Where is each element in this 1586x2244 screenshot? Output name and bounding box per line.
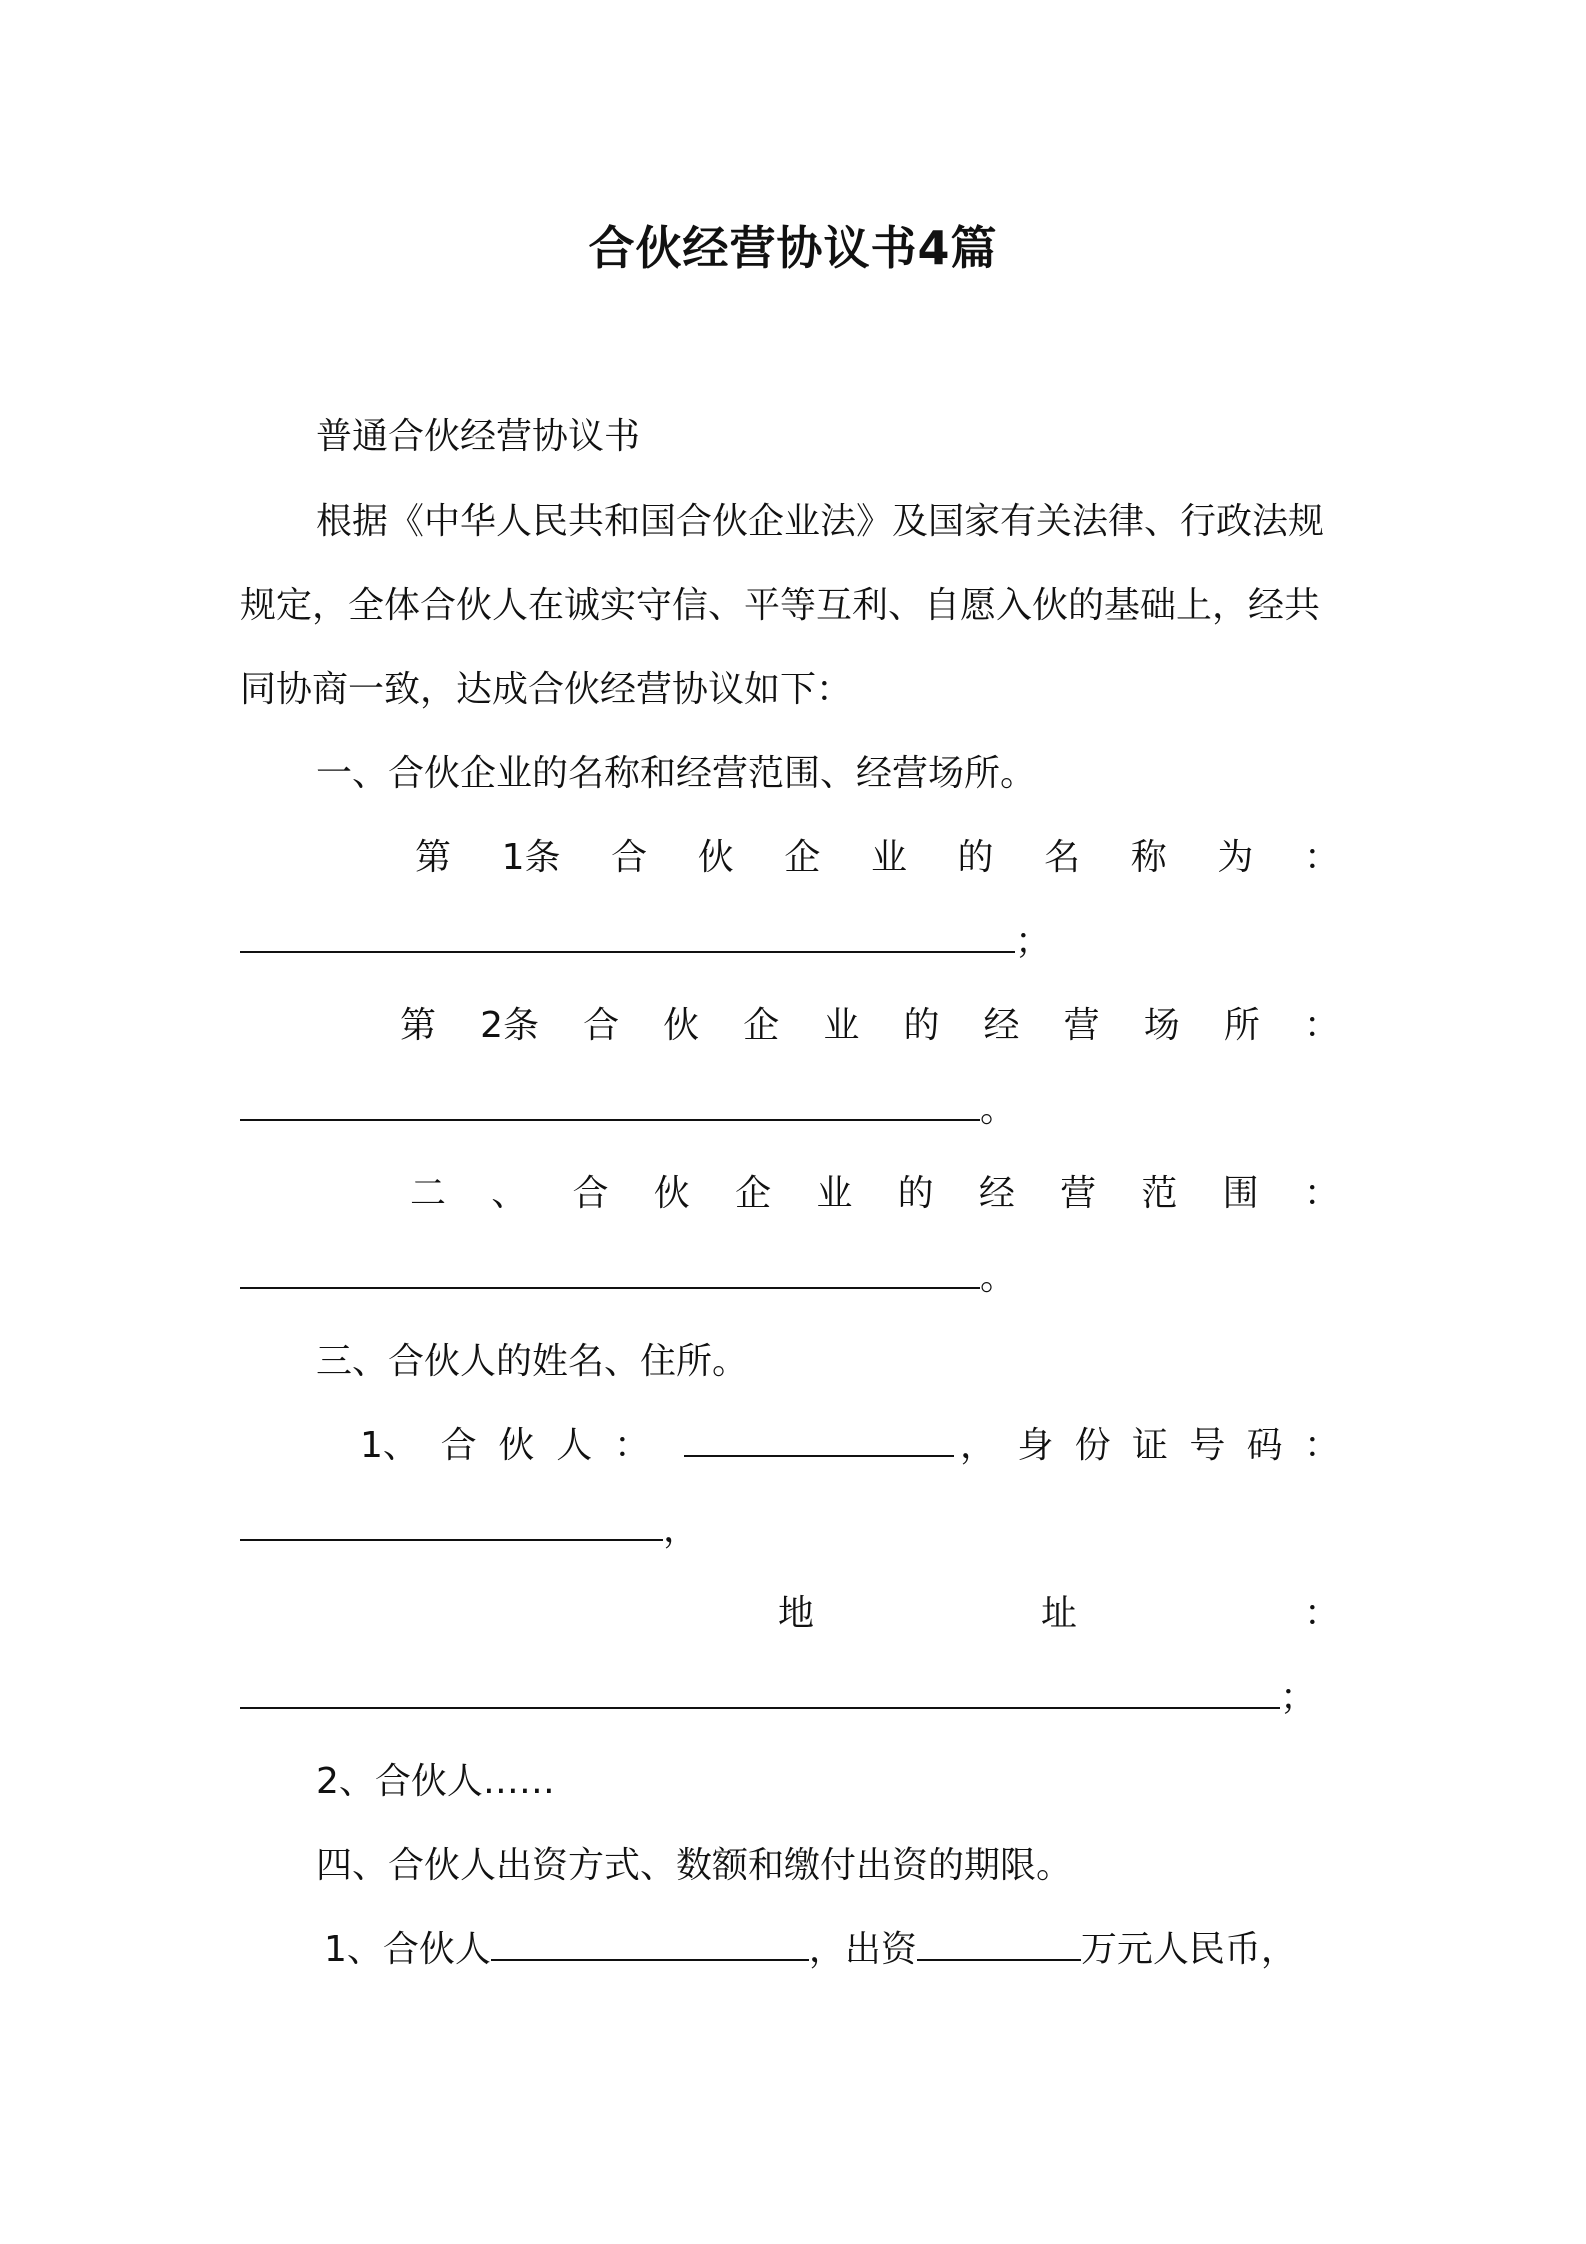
article-2-char: 所 <box>1223 1005 1260 1046</box>
id-char: 份 <box>1074 1425 1111 1466</box>
article-1-blank-line <box>240 917 1051 967</box>
id-number-end: ， <box>663 1509 700 1550</box>
article-2-char: 业 <box>823 1005 860 1046</box>
section-2-label <box>410 1169 1340 1219</box>
address-blank[interactable] <box>240 1673 1280 1709</box>
article-2-char: 的 <box>903 1005 940 1046</box>
section-2-char: 范 <box>1141 1173 1178 1214</box>
section-1-heading: 一、合伙企业的名称和经营范围、经营场所。 <box>316 753 1037 794</box>
section-2-char: 围 <box>1222 1173 1259 1214</box>
id-char: 证 <box>1131 1425 1168 1466</box>
article-2-char: 合 <box>583 1005 620 1046</box>
article-2-char: 营 <box>1063 1005 1100 1046</box>
fill-in-blank[interactable] <box>240 917 1015 953</box>
document-subtitle: 普通合伙经营协议书 <box>316 416 641 457</box>
fill-in-blank[interactable] <box>240 1085 980 1121</box>
partner-1-char: 1、 <box>360 1425 419 1466</box>
address-end: ； <box>1280 1677 1317 1718</box>
intro-line-3: 同协商一致，达成合伙经营协议如下： <box>240 669 853 710</box>
partner-1-label <box>360 1421 650 1471</box>
section-2-char: 伙 <box>653 1173 690 1214</box>
article-2-char: 场 <box>1143 1005 1180 1046</box>
section-2-char: 业 <box>816 1173 853 1214</box>
partner-1-char: ： <box>613 1425 650 1466</box>
contribution-prefix: 1、合伙人 <box>324 1929 491 1970</box>
article-1-char: 称 <box>1130 837 1167 878</box>
section-2-char: 的 <box>897 1173 934 1214</box>
partner-1-char: 人 <box>556 1425 593 1466</box>
article-1-char: 的 <box>957 837 994 878</box>
partner-name-blank[interactable] <box>684 1421 954 1457</box>
id-char: 码 <box>1246 1425 1283 1466</box>
id-char: 身 <box>1017 1425 1054 1466</box>
contribution-suffix: 万元人民币， <box>1080 1929 1297 1970</box>
article-1-char: ： <box>1303 837 1340 878</box>
partner-1-line <box>360 1421 1340 1471</box>
article-2-label <box>400 1001 1340 1051</box>
article-1-char: 为 <box>1217 837 1254 878</box>
section-2-char: 营 <box>1060 1173 1097 1214</box>
id-number-label <box>960 1421 1340 1471</box>
address-char: 址 <box>1040 1593 1077 1634</box>
contribution-mid: ，出资 <box>808 1929 917 1970</box>
address-label <box>778 1589 1340 1639</box>
article-2-char: 伙 <box>663 1005 700 1046</box>
section-3-heading: 三、合伙人的姓名、住所。 <box>316 1341 749 1382</box>
article-1-char: 名 <box>1044 837 1081 878</box>
article-2-blank-line <box>240 1085 1016 1135</box>
article-1-char: 第 <box>415 837 452 878</box>
intro-line-2: 规定，全体合伙人在诚实守信、平等互利、自愿入伙的基础上，经共 <box>240 585 1321 626</box>
article-1-end: ； <box>1015 921 1052 962</box>
section-2-char: 经 <box>978 1173 1015 1214</box>
article-2-end: 。 <box>980 1089 1017 1130</box>
section-2-blank-line <box>240 1253 1016 1303</box>
section-2-char: 、 <box>491 1173 528 1214</box>
article-1-char: 合 <box>611 837 648 878</box>
address-char: 地 <box>778 1593 815 1634</box>
section-2-char: 合 <box>572 1173 609 1214</box>
partner-contribution-blank[interactable] <box>491 1925 809 1961</box>
amount-blank[interactable] <box>917 1925 1081 1961</box>
article-1-char: 业 <box>870 837 907 878</box>
id-char: ， <box>960 1425 997 1466</box>
article-2-char: 2条 <box>480 1005 539 1046</box>
article-2-char: 经 <box>983 1005 1020 1046</box>
article-1-label <box>415 833 1340 883</box>
contribution-line <box>324 1925 1297 1975</box>
section-2-end: 。 <box>980 1257 1017 1298</box>
partner-1-char: 伙 <box>498 1425 535 1466</box>
id-number-blank[interactable] <box>240 1505 663 1541</box>
fill-in-blank[interactable] <box>240 1253 980 1289</box>
section-4-heading: 四、合伙人出资方式、数额和缴付出资的期限。 <box>316 1845 1073 1886</box>
article-1-char: 伙 <box>697 837 734 878</box>
intro-line-1: 根据《中华人民共和国合伙企业法》及国家有关法律、行政法规 <box>316 501 1325 542</box>
article-2-char: 第 <box>400 1005 437 1046</box>
section-2-char: 企 <box>735 1173 772 1214</box>
id-char: ： <box>1303 1425 1340 1466</box>
section-2-char: 二 <box>410 1173 447 1214</box>
article-2-char: 企 <box>743 1005 780 1046</box>
partner-1-char: 合 <box>440 1425 477 1466</box>
article-1-char: 1条 <box>501 837 561 878</box>
address-blank-line <box>240 1673 1316 1723</box>
id-char: 号 <box>1189 1425 1226 1466</box>
article-2-char: ： <box>1303 1005 1340 1046</box>
address-char: ： <box>1303 1593 1340 1634</box>
section-2-char: ： <box>1303 1173 1340 1214</box>
partner-2-line: 2、合伙人…… <box>316 1761 555 1802</box>
article-1-char: 企 <box>784 837 821 878</box>
id-number-blank-line <box>240 1505 699 1555</box>
document-title: 合伙经营协议书4篇 <box>588 221 998 275</box>
